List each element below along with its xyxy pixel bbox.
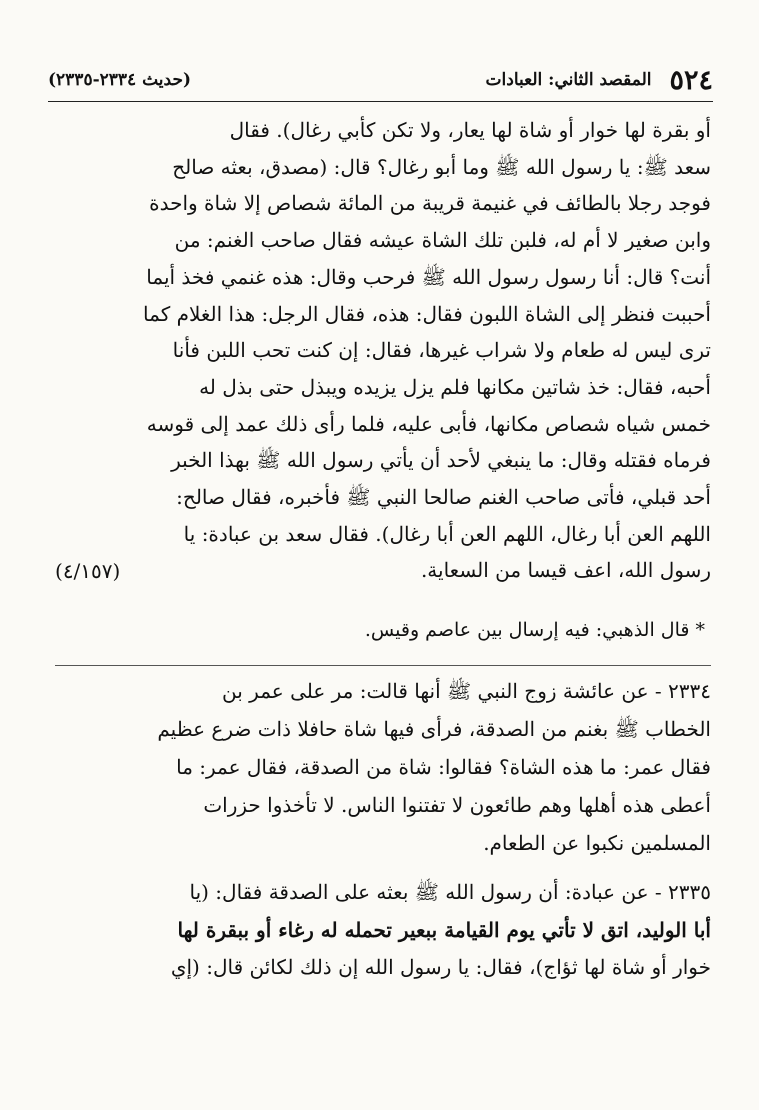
text-line: الخطاب ﷺ بغنم من الصدقة، فرأى فيها شاة حافلا ذات ضرع عظيم [157,717,711,742]
text-line: فوجد رجلا بالطائف في غنيمة قريبة من المائة شصاص إلا شاة واحدة [149,191,711,216]
dhahabi-note: * قال الذهبي: فيه إرسال بين عاصم وقيس. [364,619,705,642]
text-line: ترى ليس له طعام ولا شراب غيرها، فقال: إن كنت تحب اللبن فأنا [172,338,711,363]
text-line: فقال عمر: ما هذه الشاة؟ فقالوا: شاة من الصدقة، فقال عمر: ما [176,755,711,780]
text-line: أحبه، فقال: خذ شاتين مكانها فلم يزل يزيده ويبذل حتى بذل له [199,374,711,399]
section-title: المقصد الثاني: العبادات [485,70,652,90]
page-body [55,112,711,987]
text-line: أو بقرة لها خوار أو شاة لها يعار، ولا تكن كأبي رغال). فقال [229,118,711,142]
page-header [48,62,713,98]
text-line: أنت؟ قال: أنا رسول رسول الله ﷺ فرحب وقال: هذه غنمي فخذ أيما [146,264,711,289]
text-line: سعد ﷺ: يا رسول الله ﷺ وما أبو رغال؟ قال: (مصدق، بعثه صالح [172,154,711,179]
hadith-continuation [55,112,711,589]
separator-rule [55,665,711,666]
page-number: ٥٢٤ [669,64,713,96]
text-line: ٢٣٣٤ - عن عائشة زوج النبي ﷺ أنها قالت: مر على عمر بن [222,679,711,704]
text-line: المسلمين نكبوا عن الطعام. [483,831,711,856]
text-line: أعطى هذه أهلها وهم طائعون لا تفتنوا الناس. لا تأخذوا حزرات [203,793,711,818]
text-line: خوار أو شاة لها ثؤاج)، فقال: يا رسول الله إن ذلك لكائن قال: (إي [170,955,711,980]
hadith-range: (حديث ٢٣٣٤-٢٣٣٥) [48,70,191,90]
header-rule [48,101,713,102]
text-line: خمس شياه شصاص مكانها، فأبى عليه، فلما رأى ذلك عمد إلى قوسه [146,411,711,436]
text-line: فرماه فقتله وقال: ما ينبغي لأحد أن يأتي رسول الله ﷺ بهذا الخبر [171,448,711,473]
text-line: رسول الله، اعف قيسا من السعاية. [420,558,711,583]
text-line: أحببت فنظر إلى الشاة اللبون فقال: هذه، فقال الرجل: هذا الغلام كما [143,301,711,326]
text-line-last [55,552,711,589]
text-line: اللهم العن أبا رغال، اللهم العن أبا رغال). فقال سعد بن عبادة: يا [183,521,711,546]
text-line: ٢٣٣٥ - عن عبادة: أن رسول الله ﷺ بعثه على الصدقة فقال: (يا [189,880,711,905]
text-line: أبا الوليد، اتق لا تأتي يوم القيامة ببعير تحمله له رغاء أو ببقرة لها [177,917,711,942]
text-line: وابن صغير لا أم له، فلبن تلك الشاة عيشه فقال صاحب الغنم: من [174,228,711,253]
hadith-2335 [55,874,711,987]
hadith-2334 [55,672,711,862]
source-reference: (٤/١٥٧) [55,559,121,584]
text-line: أحد قبلي، فأتى صاحب الغنم صالحا النبي ﷺ فأخبره، فقال صالح: [176,485,711,510]
